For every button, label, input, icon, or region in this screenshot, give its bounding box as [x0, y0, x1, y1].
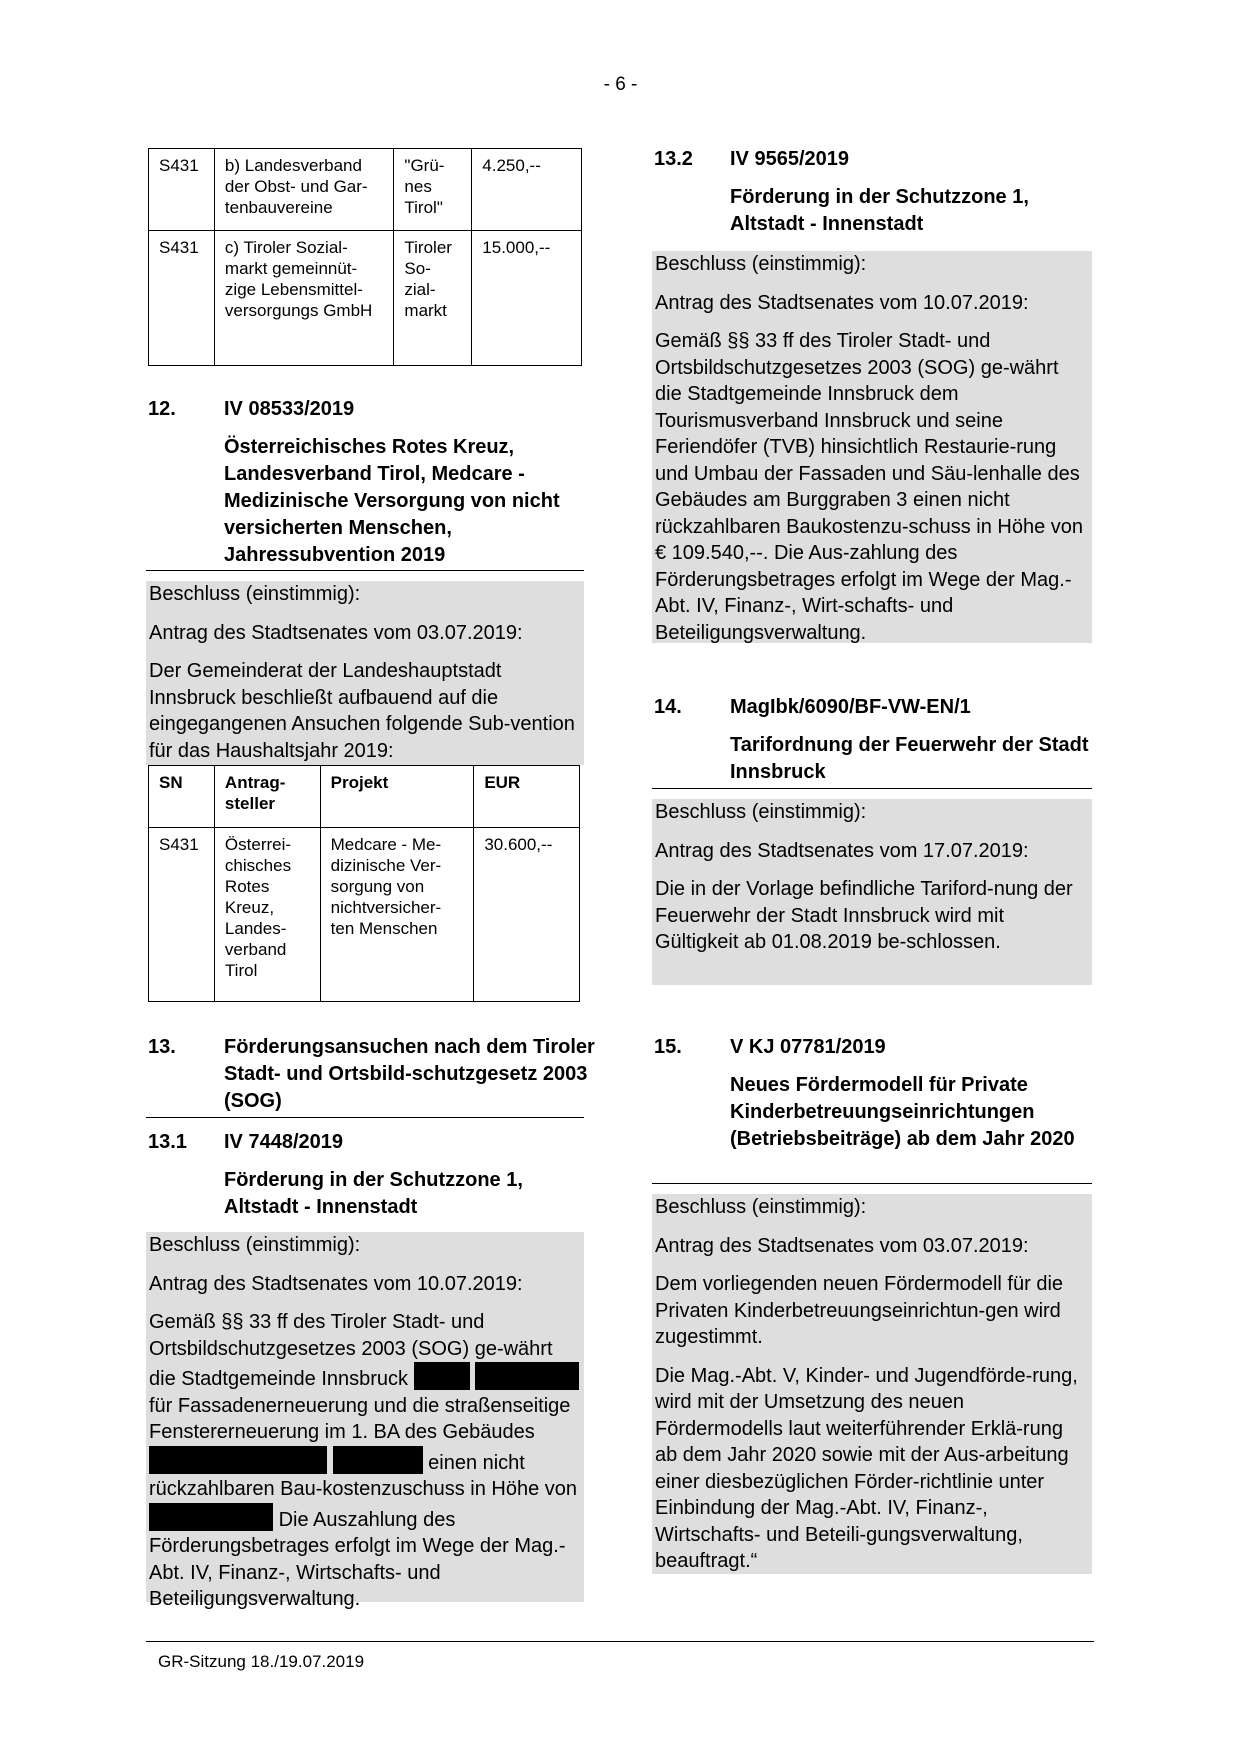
redaction-bar [414, 1362, 470, 1390]
table-cell: c) Tiroler Sozial-markt gemeinnüt-zige Lebensmittel-versorgungs GmbH [214, 231, 393, 366]
item-title: Neues Fördermodell für Private Kinderbetreuungseinrichtungen (Betriebsbeiträge) ab dem Jahr 2020 [730, 1074, 1075, 1150]
item-title: Tarifordnung der Feuerwehr der Stadt Innsbruck [730, 734, 1089, 783]
section-divider [652, 1183, 1092, 1184]
table-cell: 30.600,-- [474, 828, 580, 1002]
decision-label: Beschluss (einstimmig): [655, 253, 867, 275]
table-cell: Medcare - Me-dizinische Ver-sorgung von nichtversicher-ten Menschen [320, 828, 474, 1002]
table-header-row [149, 766, 580, 828]
item-reference: MagIbk/6090/BF-VW-EN/1 [730, 696, 971, 718]
decision-label: Beschluss (einstimmig): [655, 801, 867, 823]
table-cell: S431 [149, 149, 215, 231]
table-cell: S431 [149, 828, 215, 1002]
redaction-bar [149, 1446, 327, 1474]
item-number: 15. [654, 1036, 682, 1058]
table-row [149, 149, 582, 231]
item-15-heading [654, 1034, 1094, 1182]
motion-date: Antrag des Stadtsenates vom 10.07.2019: [149, 1272, 523, 1295]
item-title: Förderung in der Schutzzone 1, Altstadt - Innenstadt [224, 1169, 523, 1218]
subsidy-table-12 [148, 765, 580, 1002]
item-title: Österreichisches Rotes Kreuz, Landesverband Tirol, Medcare - Medizinische Versorgung von nicht versicherten Menschen, Jahressubvention 2019 [224, 436, 560, 566]
item-number: 13. [148, 1036, 176, 1058]
footer-text: GR-Sitzung 18./19.07.2019 [158, 1652, 365, 1671]
decision-text: Dem vorliegenden neuen Fördermodell für die Privaten Kinderbetreuungseinrichtun-gen wird zugestimmt. [655, 1273, 1064, 1348]
decision-block-13-2 [652, 251, 1092, 643]
decision-text-part: Die Auszahlung des Förderungsbetrages erfolgt im Wege der Mag.-Abt. IV, Finanz-, Wirtschafts- und Beteiligungsverwaltung. [149, 1508, 566, 1610]
item-13-2-heading [654, 146, 1094, 246]
column-header: SN [149, 766, 215, 828]
item-number: 14. [654, 696, 682, 718]
section-divider [652, 788, 1092, 789]
column-header: EUR [474, 766, 580, 828]
redaction-bar [149, 1503, 273, 1531]
table-cell: "Grü-nes Tirol" [394, 149, 472, 231]
item-reference: IV 7448/2019 [224, 1131, 343, 1153]
table-cell: S431 [149, 231, 215, 366]
decision-text-part: einen nicht rückzahlbaren Bau-kostenzuschuss in Höhe von [149, 1451, 578, 1500]
decision-block-12 [146, 581, 584, 765]
item-title: Förderungsansuchen nach dem Tiroler Stadt- und Ortsbild-schutzgesetz 2003 (SOG) [224, 1036, 595, 1112]
table-cell: 15.000,-- [472, 231, 582, 366]
item-number: 13.2 [654, 148, 693, 170]
item-reference: IV 08533/2019 [224, 398, 355, 420]
motion-date: Antrag des Stadtsenates vom 03.07.2019: [655, 1234, 1029, 1257]
decision-text-part: für Fassadenerneuerung und die straßenseitige Fenstererneuerung im 1. BA des Gebäudes [149, 1394, 571, 1443]
item-number: 12. [148, 398, 176, 420]
motion-date: Antrag des Stadtsenates vom 17.07.2019: [655, 839, 1029, 862]
decision-text: Gemäß §§ 33 ff des Tiroler Stadt- und Ortsbildschutzgesetzes 2003 (SOG) ge-währt die Stadtgemeinde Innsbruck dem Tourismusverband Innsbruck und seine Feriendöfer (TVB) hinsichtlich Restaurie-rung und Umbau der Fassaden und Säu-lenhalle des Gebäudes am Burggraben 3 einen nicht rückzahlbaren Baukostenzu-schuss in Höhe von € 109.540,--. Die Aus-zahlung des Förderungsbetrages erfolgt im Wege der Mag.-Abt. IV, Finanz-, Wirt-schafts- und Beteiligungsverwaltung. [655, 330, 1084, 644]
decision-label: Beschluss (einstimmig): [655, 1196, 867, 1218]
section-divider [146, 1117, 584, 1118]
table-cell: 4.250,-- [472, 149, 582, 231]
column-header: Projekt [320, 766, 474, 828]
item-reference: V KJ 07781/2019 [730, 1036, 886, 1058]
table-cell: Tiroler So-zial-markt [394, 231, 472, 366]
motion-date: Antrag des Stadtsenates vom 03.07.2019: [149, 621, 523, 644]
subsidy-table-top [148, 148, 582, 366]
page-number: - 6 - [603, 74, 638, 95]
footer-divider [146, 1641, 1094, 1642]
decision-text-part: Gemäß §§ 33 ff des Tiroler Stadt- und Ortsbildschutzgesetzes 2003 (SOG) ge-währt die Stadtgemeinde Innsbruck [149, 1311, 553, 1390]
item-13-heading [148, 1034, 595, 1116]
decision-label: Beschluss (einstimmig): [149, 1234, 361, 1256]
decision-text: Die Mag.-Abt. V, Kinder- und Jugendförde-rung, wird mit der Umsetzung des neuen Fördermodells laut weiterführender Erklä-rung ab dem Jahr 2020 sowie mit der Aus-arbeitung einer diesbezüglichen Förder-richtlinie unter Einbindung der Mag.-Abt. IV, Finanz-, Wirtschafts- und Beteili-gungsverwaltung, beauftragt.“ [655, 1364, 1078, 1572]
item-13-1-heading [148, 1129, 588, 1229]
decision-text: Die in der Vorlage befindliche Tariford-nung der Feuerwehr der Stadt Innsbruck wird mit Gültigkeit ab 01.08.2019 be-schlossen. [655, 878, 1073, 953]
motion-date: Antrag des Stadtsenates vom 10.07.2019: [655, 291, 1029, 314]
column-header: Antrag-steller [214, 766, 320, 828]
decision-block-15 [652, 1194, 1092, 1574]
item-reference: IV 9565/2019 [730, 148, 849, 170]
decision-text [146, 1309, 584, 1613]
decision-block-13-1 [146, 1232, 584, 1610]
table-cell: b) Landesverband der Obst- und Gar-tenbauvereine [214, 149, 393, 231]
item-number: 13.1 [148, 1131, 187, 1153]
item-12-heading [148, 396, 588, 566]
item-title: Förderung in der Schutzzone 1, Altstadt - Innenstadt [730, 186, 1029, 235]
decision-label: Beschluss (einstimmig): [149, 583, 361, 605]
table-row [149, 828, 580, 1002]
decision-block-14 [652, 799, 1092, 985]
redaction-bar [333, 1446, 423, 1474]
redaction-bar [475, 1362, 579, 1390]
table-cell: Österrei-chisches Rotes Kreuz, Landes-verband Tirol [214, 828, 320, 1002]
section-divider [146, 570, 584, 571]
decision-text: Der Gemeinderat der Landeshauptstadt Innsbruck beschließt aufbauend auf die eingegangenen Ansuchen folgende Sub-vention für das Haushaltsjahr 2019: [149, 660, 575, 762]
item-14-heading [654, 694, 1094, 786]
table-row [149, 231, 582, 366]
